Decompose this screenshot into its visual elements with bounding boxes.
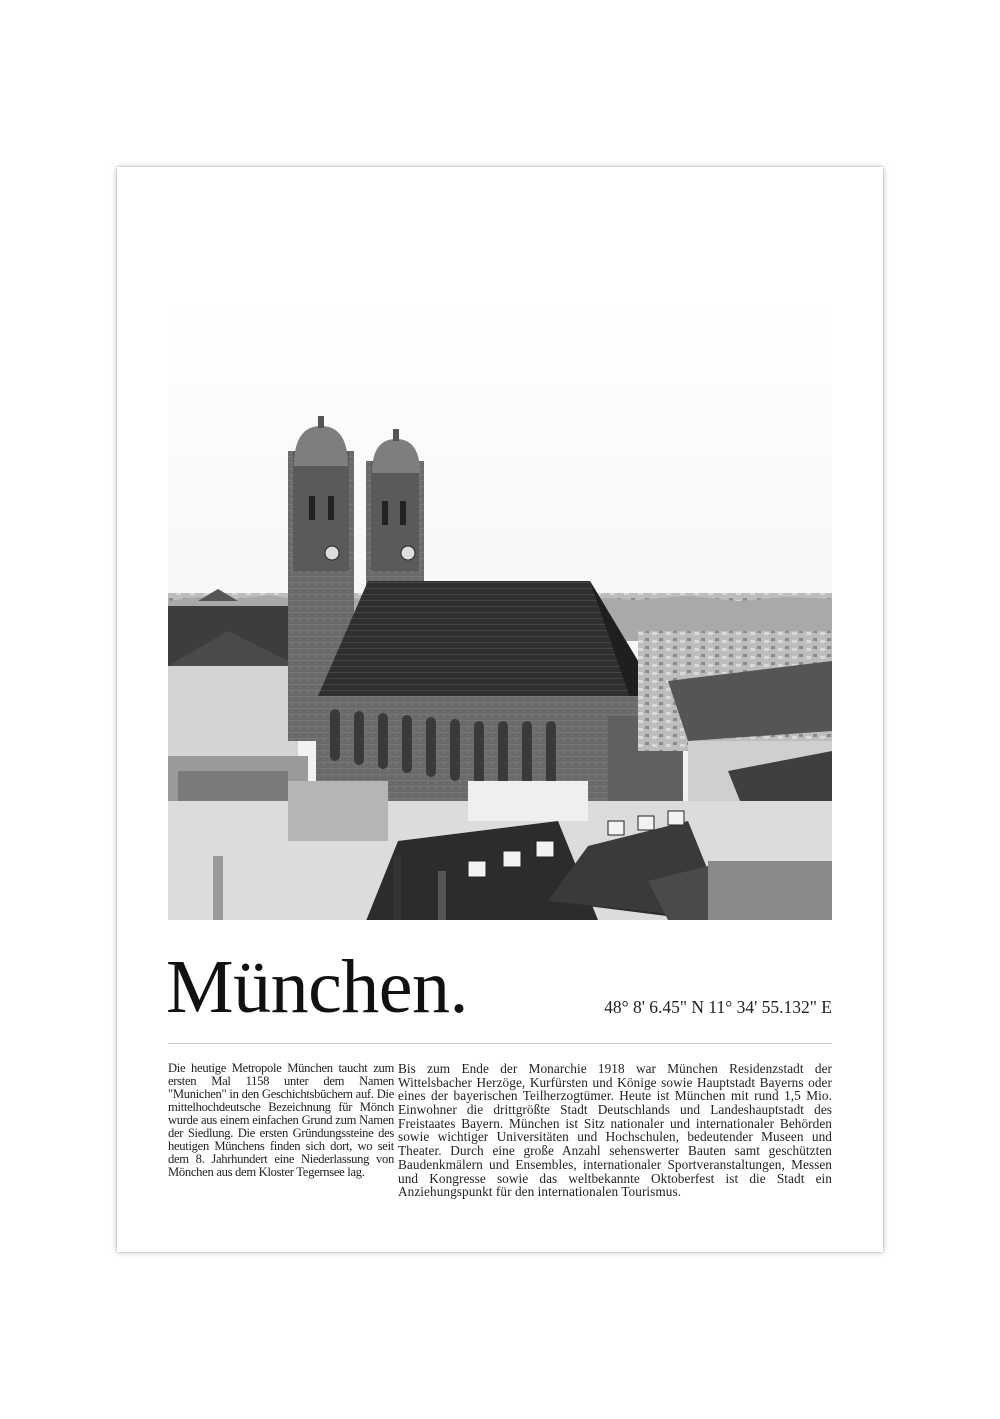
frauenkirche-illustration xyxy=(168,301,832,920)
coordinates: 48° 8' 6.45" N 11° 34' 55.132" E xyxy=(604,997,832,1017)
description-left: Die heutige Metropole München taucht zum ersten Mal 1158 unter dem Namen "Munichen" in den Geschichtsbüchern auf. Die mittelhochdeutsche Bezeichnung für Mönch wurde aus einem einfachen Grund zum Namen der Siedlung. Die ersten Gründungssteine des heutigen Münchens finden sich dort, wo seit dem 8. Jahrhundert eine Niederlassung von Mönchen aus dem Kloster Tegernsee lag. xyxy=(168,1061,394,1179)
city-title: München. xyxy=(166,945,469,1029)
divider xyxy=(168,1043,832,1044)
city-photo xyxy=(168,301,832,920)
description-right: Bis zum Ende der Monarchie 1918 war München Residenzstadt der Wittelsbacher Herzöge, Kurfürsten und Könige sowie Hauptstadt Bayerns oder eines der bayerischen Teilherzogtümer. Heute ist München mit rund 1,5 Mio. Einwohner die drittgrößte Stadt Deutschlands und Landeshauptstadt des Freistaates Bayern. München ist Sitz nationaler und internationaler Behörden sowie wichtiger Universitäten und Hochschulen, bedeutender Museen und Theater. Durch eine große Anzahl sehenswerter Bauten samt geschützten Baudenkmälern und Ensembles, internationaler Sportveranstaltungen, Messen und Kongresse sowie das weltbekannte Oktoberfest ist die Stadt ein Anziehungspunkt für den internationalen Tourismus. xyxy=(398,1061,832,1200)
poster-card xyxy=(117,167,883,1252)
